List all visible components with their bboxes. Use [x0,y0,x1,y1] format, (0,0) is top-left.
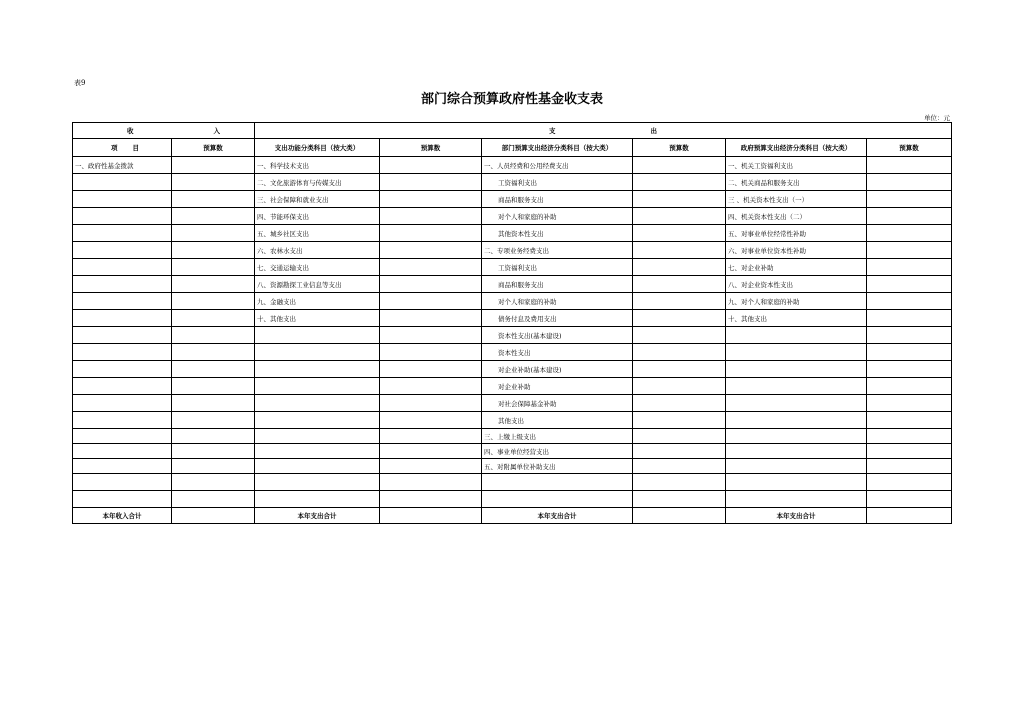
table-row [73,293,952,310]
dept-econ-cell: 资本性支出(基本建设) [482,327,633,344]
dept-econ-cell: 二、专项业务经费支出 [482,242,633,259]
func-budget-cell [380,429,482,444]
income-cell [73,242,172,259]
income-budget-cell [172,395,255,412]
func-budget-cell [380,327,482,344]
dept-econ-cell: 其他资本性支出 [482,225,633,242]
header-row-2 [73,139,952,157]
income-cell [73,474,172,491]
expense-total-label-2: 本年支出合计 [482,508,633,524]
table-row [73,378,952,395]
func-budget-cell [380,174,482,191]
table-row [73,174,952,191]
dept-budget-cell [633,344,726,361]
table-row [73,459,952,474]
item-header-char-2: 目 [132,144,139,152]
table-row [73,474,952,491]
func-budget-cell [380,225,482,242]
unit-label: 单位：元 [924,114,950,122]
table-row [73,491,952,508]
expense-total-value-3 [867,508,952,524]
func-class-cell: 八、资源勘探工业信息等支出 [255,276,380,293]
func-class-cell: 一、科学技术支出 [255,157,380,174]
dept-econ-cell: 对企业补助(基本建设) [482,361,633,378]
dept-budget-cell [633,395,726,412]
func-budget-cell [380,208,482,225]
dept-budget-cell [633,276,726,293]
item-header-char-1: 项 [111,144,118,152]
table-row [73,242,952,259]
income-total-label: 本年收入合计 [73,508,172,524]
dept-econ-cell: 工资福利支出 [482,259,633,276]
func-budget-cell [380,378,482,395]
income-budget-cell [172,474,255,491]
income-cell [73,395,172,412]
table-row [73,395,952,412]
dept-budget-cell [633,459,726,474]
dept-budget-cell [633,310,726,327]
gov-budget-cell [867,429,952,444]
income-cell [73,310,172,327]
budget-header-2: 预算数 [380,139,482,157]
dept-econ-cell: 三、上缴上级支出 [482,429,633,444]
gov-econ-cell: 一、机关工资福利支出 [726,157,867,174]
expense-total-value-1 [380,508,482,524]
budget-table [72,122,952,524]
gov-econ-cell [726,412,867,429]
totals-row [73,508,952,524]
income-budget-cell [172,310,255,327]
income-budget-cell [172,208,255,225]
income-budget-cell [172,491,255,508]
dept-budget-cell [633,225,726,242]
dept-budget-cell [633,378,726,395]
income-cell [73,444,172,459]
dept-budget-cell [633,191,726,208]
table-row [73,208,952,225]
gov-budget-cell [867,191,952,208]
dept-econ-cell: 对个人和家庭的补助 [482,293,633,310]
table-row [73,276,952,293]
income-budget-cell [172,344,255,361]
dept-econ-cell: 资本性支出 [482,344,633,361]
func-budget-cell [380,459,482,474]
income-budget-cell [172,412,255,429]
income-cell [73,378,172,395]
budget-header-3: 预算数 [633,139,726,157]
func-class-cell: 十、其他支出 [255,310,380,327]
income-budget-cell [172,361,255,378]
func-class-cell: 五、城乡社区支出 [255,225,380,242]
income-header-char-2: 入 [213,127,220,135]
func-class-cell: 九、金融支出 [255,293,380,310]
gov-econ-cell [726,474,867,491]
gov-econ-cell: 八、对企业资本性支出 [726,276,867,293]
table-row [73,344,952,361]
dept-econ-cell: 商品和服务支出 [482,276,633,293]
budget-header-4: 预算数 [867,139,952,157]
income-budget-cell [172,429,255,444]
income-cell [73,459,172,474]
dept-econ-cell: 对个人和家庭的补助 [482,208,633,225]
income-budget-cell [172,259,255,276]
func-class-cell [255,491,380,508]
gov-budget-cell [867,459,952,474]
table-row [73,327,952,344]
dept-budget-cell [633,474,726,491]
income-cell [73,293,172,310]
income-budget-cell [172,378,255,395]
func-class-cell [255,395,380,412]
income-total-value [172,508,255,524]
income-budget-cell [172,242,255,259]
dept-budget-cell [633,444,726,459]
dept-econ-cell: 对企业补助 [482,378,633,395]
gov-budget-cell [867,208,952,225]
expense-total-label-1: 本年支出合计 [255,508,380,524]
income-budget-cell [172,225,255,242]
page-title: 部门综合预算政府性基金收支表 [420,92,603,107]
func-class-cell [255,344,380,361]
gov-budget-cell [867,276,952,293]
income-budget-cell [172,276,255,293]
func-class-cell: 七、交通运输支出 [255,259,380,276]
gov-econ-cell [726,459,867,474]
dept-econ-cell: 五、对附属单位补助支出 [482,459,633,474]
gov-budget-cell [867,157,952,174]
func-class-cell [255,361,380,378]
expense-header-char-2: 出 [650,127,658,135]
dept-econ-cell [482,474,633,491]
gov-budget-cell [867,361,952,378]
income-cell [73,429,172,444]
dept-econ-header: 部门预算支出经济分类科目（按大类） [482,139,633,157]
income-budget-cell [172,293,255,310]
gov-econ-cell [726,429,867,444]
table-code: 表9 [74,79,86,87]
dept-budget-cell [633,327,726,344]
func-budget-cell [380,344,482,361]
income-cell: 一、政府性基金拨款 [73,157,172,174]
gov-budget-cell [867,378,952,395]
table-row [73,157,952,174]
income-cell [73,208,172,225]
func-budget-cell [380,191,482,208]
dept-econ-cell: 对社会保障基金补助 [482,395,633,412]
gov-econ-cell: 九、对个人和家庭的补助 [726,293,867,310]
gov-budget-cell [867,242,952,259]
gov-econ-cell: 六、对事业单位资本性补助 [726,242,867,259]
func-budget-cell [380,395,482,412]
table-row [73,191,952,208]
gov-budget-cell [867,344,952,361]
gov-econ-cell: 二、机关商品和服务支出 [726,174,867,191]
gov-econ-cell: 五、对事业单位经常性补助 [726,225,867,242]
table-row [73,259,952,276]
func-class-cell: 六、农林水支出 [255,242,380,259]
income-budget-cell [172,174,255,191]
table-row [73,444,952,459]
gov-budget-cell [867,259,952,276]
dept-budget-cell [633,412,726,429]
func-budget-cell [380,293,482,310]
func-budget-cell [380,242,482,259]
budget-header-1: 预算数 [172,139,255,157]
gov-econ-cell: 十、其他支出 [726,310,867,327]
dept-econ-cell: 一、人员经费和公用经费支出 [482,157,633,174]
income-budget-cell [172,191,255,208]
gov-econ-cell [726,395,867,412]
gov-budget-cell [867,474,952,491]
table-row [73,429,952,444]
gov-econ-cell: 四、机关资本性支出（二） [726,208,867,225]
gov-budget-cell [867,491,952,508]
income-budget-cell [172,327,255,344]
gov-budget-cell [867,444,952,459]
dept-econ-cell: 工资福利支出 [482,174,633,191]
dept-econ-cell [482,491,633,508]
table-row [73,310,952,327]
gov-econ-cell [726,361,867,378]
func-class-cell [255,429,380,444]
income-header-char-1: 收 [127,127,134,135]
income-cell [73,327,172,344]
income-cell [73,491,172,508]
income-cell [73,259,172,276]
income-cell [73,225,172,242]
expense-header-char-1: 支 [549,127,556,135]
gov-budget-cell [867,327,952,344]
func-class-cell: 四、节能环保支出 [255,208,380,225]
func-budget-cell [380,157,482,174]
gov-budget-cell [867,412,952,429]
income-cell [73,361,172,378]
dept-budget-cell [633,293,726,310]
func-budget-cell [380,474,482,491]
table-row [73,412,952,429]
gov-econ-cell: 三 、机关资本性支出（一） [726,191,867,208]
func-budget-cell [380,491,482,508]
gov-econ-cell [726,378,867,395]
dept-budget-cell [633,157,726,174]
dept-econ-cell: 其他支出 [482,412,633,429]
func-budget-cell [380,361,482,378]
dept-budget-cell [633,242,726,259]
dept-econ-cell: 四、事业单位经营支出 [482,444,633,459]
dept-econ-cell: 商品和服务支出 [482,191,633,208]
gov-budget-cell [867,293,952,310]
expense-total-value-2 [633,508,726,524]
dept-econ-cell: 债务付息及费用支出 [482,310,633,327]
expense-header [255,123,952,139]
income-cell [73,174,172,191]
income-cell [73,276,172,293]
table-row [73,225,952,242]
income-budget-cell [172,459,255,474]
func-class-cell: 三、社会保障和就业支出 [255,191,380,208]
item-header [73,139,172,157]
func-budget-cell [380,259,482,276]
func-class-cell [255,412,380,429]
gov-budget-cell [867,395,952,412]
func-budget-cell [380,412,482,429]
income-header [73,123,255,139]
dept-budget-cell [633,429,726,444]
gov-econ-cell [726,491,867,508]
expense-total-label-3: 本年支出合计 [726,508,867,524]
income-budget-cell [172,444,255,459]
func-class-cell [255,444,380,459]
gov-budget-cell [867,310,952,327]
income-cell [73,191,172,208]
func-class-cell: 二、文化旅游体育与传媒支出 [255,174,380,191]
gov-econ-header: 政府预算支出经济分类科目（按大类） [726,139,867,157]
header-row-1 [73,123,952,139]
gov-econ-cell [726,344,867,361]
income-cell [73,412,172,429]
dept-budget-cell [633,259,726,276]
func-class-header: 支出功能分类科目（按大类） [255,139,380,157]
func-budget-cell [380,444,482,459]
func-budget-cell [380,276,482,293]
func-budget-cell [380,310,482,327]
gov-budget-cell [867,225,952,242]
func-class-cell [255,474,380,491]
gov-econ-cell [726,444,867,459]
func-class-cell [255,378,380,395]
func-class-cell [255,327,380,344]
table-row [73,361,952,378]
gov-budget-cell [867,174,952,191]
dept-budget-cell [633,491,726,508]
gov-econ-cell: 七、对企业补助 [726,259,867,276]
dept-budget-cell [633,361,726,378]
income-cell [73,344,172,361]
dept-budget-cell [633,208,726,225]
income-budget-cell [172,157,255,174]
gov-econ-cell [726,327,867,344]
dept-budget-cell [633,174,726,191]
func-class-cell [255,459,380,474]
